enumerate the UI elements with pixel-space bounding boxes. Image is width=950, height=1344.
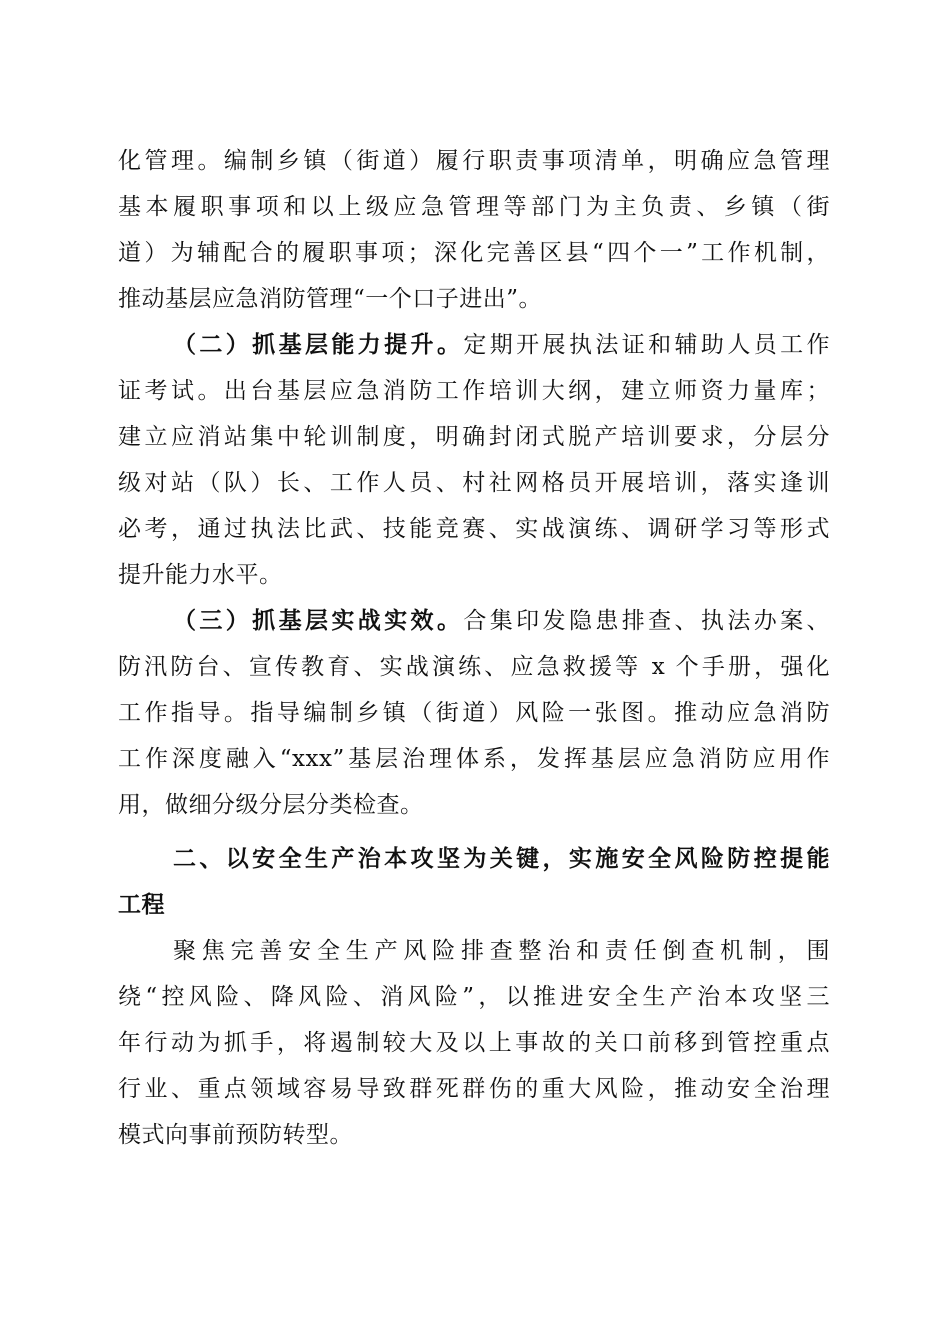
- text-line: [118, 598, 830, 644]
- spacer: [118, 828, 830, 836]
- text-line: 工作深度融入“xxx”基层治理体系，发挥基层应急消防应用作: [118, 746, 830, 772]
- section-heading: [118, 836, 830, 928]
- text-line: 用，做细分级分层分类检查。: [118, 792, 424, 818]
- text-line: [118, 322, 830, 368]
- text-line: 防汛防台、宣传教育、实战演练、应急救援等 x 个手册，强化: [118, 654, 830, 680]
- paragraph-text: 合集印发隐患排查、执法办案、: [463, 608, 831, 634]
- text-line: 必考，通过执法比武、技能竞赛、实战演练、调研学习等形式: [118, 516, 830, 542]
- paragraph-text: 定期开展执法证和辅助人员工作: [463, 332, 831, 358]
- paragraph-3: [118, 598, 830, 828]
- heading-line: 二、以安全生产治本攻坚为关键，实施安全风险防控提能: [173, 846, 830, 872]
- text-line: 道）为辅配合的履职事项；深化完善区县“四个一”工作机制，: [118, 240, 830, 266]
- text-line: 化管理。编制乡镇（街道）履行职责事项清单，明确应急管理: [118, 148, 830, 174]
- text-line: 工作指导。指导编制乡镇（街道）风险一张图。推动应急消防: [118, 700, 830, 726]
- text-line: 级对站（队）长、工作人员、村社网格员开展培训，落实逢训: [118, 470, 830, 496]
- text-line: 行业、重点领域容易导致群死群伤的重大风险，推动安全治理: [118, 1076, 830, 1102]
- paragraph-lead: （三）抓基层实战实效。: [173, 607, 464, 634]
- text-line: 证考试。出台基层应急消防工作培训大纲，建立师资力量库；: [118, 378, 830, 404]
- text-line: 基本履职事项和以上级应急管理等部门为主负责、乡镇（街: [118, 194, 830, 220]
- paragraph-5: [118, 928, 830, 1158]
- text-line: 聚焦完善安全生产风险排查整治和责任倒查机制，围: [173, 938, 830, 964]
- document-page: [118, 138, 830, 1158]
- paragraph-2: [118, 322, 830, 598]
- text-line: 推动基层应急消防管理“一个口子进出”。: [118, 286, 543, 312]
- text-line: 年行动为抓手，将遏制较大及以上事故的关口前移到管控重点: [118, 1030, 830, 1056]
- paragraph-1: [118, 138, 830, 322]
- text-line: 建立应消站集中轮训制度，明确封闭式脱产培训要求，分层分: [118, 424, 830, 450]
- text-line: 提升能力水平。: [118, 562, 283, 588]
- text-line: 模式向事前预防转型。: [118, 1122, 353, 1148]
- text-line: 绕“控风险、降风险、消风险”，以推进安全生产治本攻坚三: [118, 984, 830, 1010]
- heading-line: 工程: [118, 892, 165, 918]
- paragraph-lead: （二）抓基层能力提升。: [173, 331, 464, 358]
